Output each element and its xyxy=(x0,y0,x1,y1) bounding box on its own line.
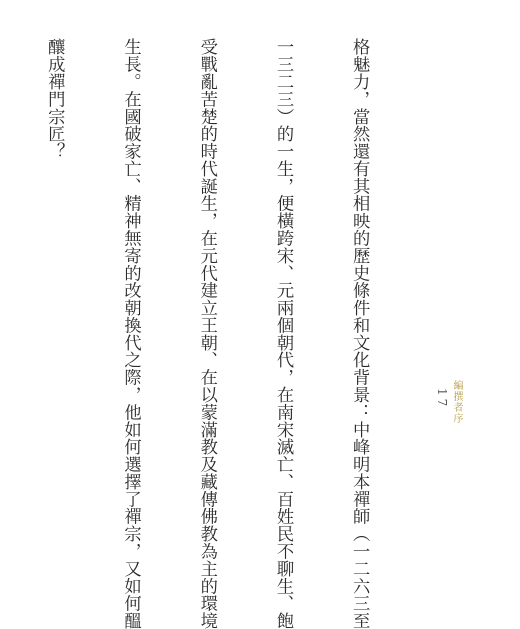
text-column: 釀成禪門宗匠？ xyxy=(44,38,65,160)
page-number: 17 xyxy=(435,388,449,410)
text-column: 格魅力，當然還有其相映的歷史條件和文化背景：中峰明本禪師（一二六三至 xyxy=(349,38,370,629)
text-column: 生長。在國破家亡、精神無寄的改朝換代之際，他如何選擇了禪宗，又如何醞 xyxy=(120,38,141,629)
text-column: 一三二三）的一生，便橫跨宋、元兩個朝代，在南宋滅亡、百姓民不聊生、飽 xyxy=(272,38,293,629)
text-column: 受戰亂苦楚的時代誕生，在元代建立王朝、在以蒙滿教及藏傳佛教為主的環境 xyxy=(196,38,217,629)
vertical-text-body xyxy=(0,38,422,629)
page-footer xyxy=(435,380,464,424)
running-title: 編撰者序 xyxy=(451,380,462,424)
